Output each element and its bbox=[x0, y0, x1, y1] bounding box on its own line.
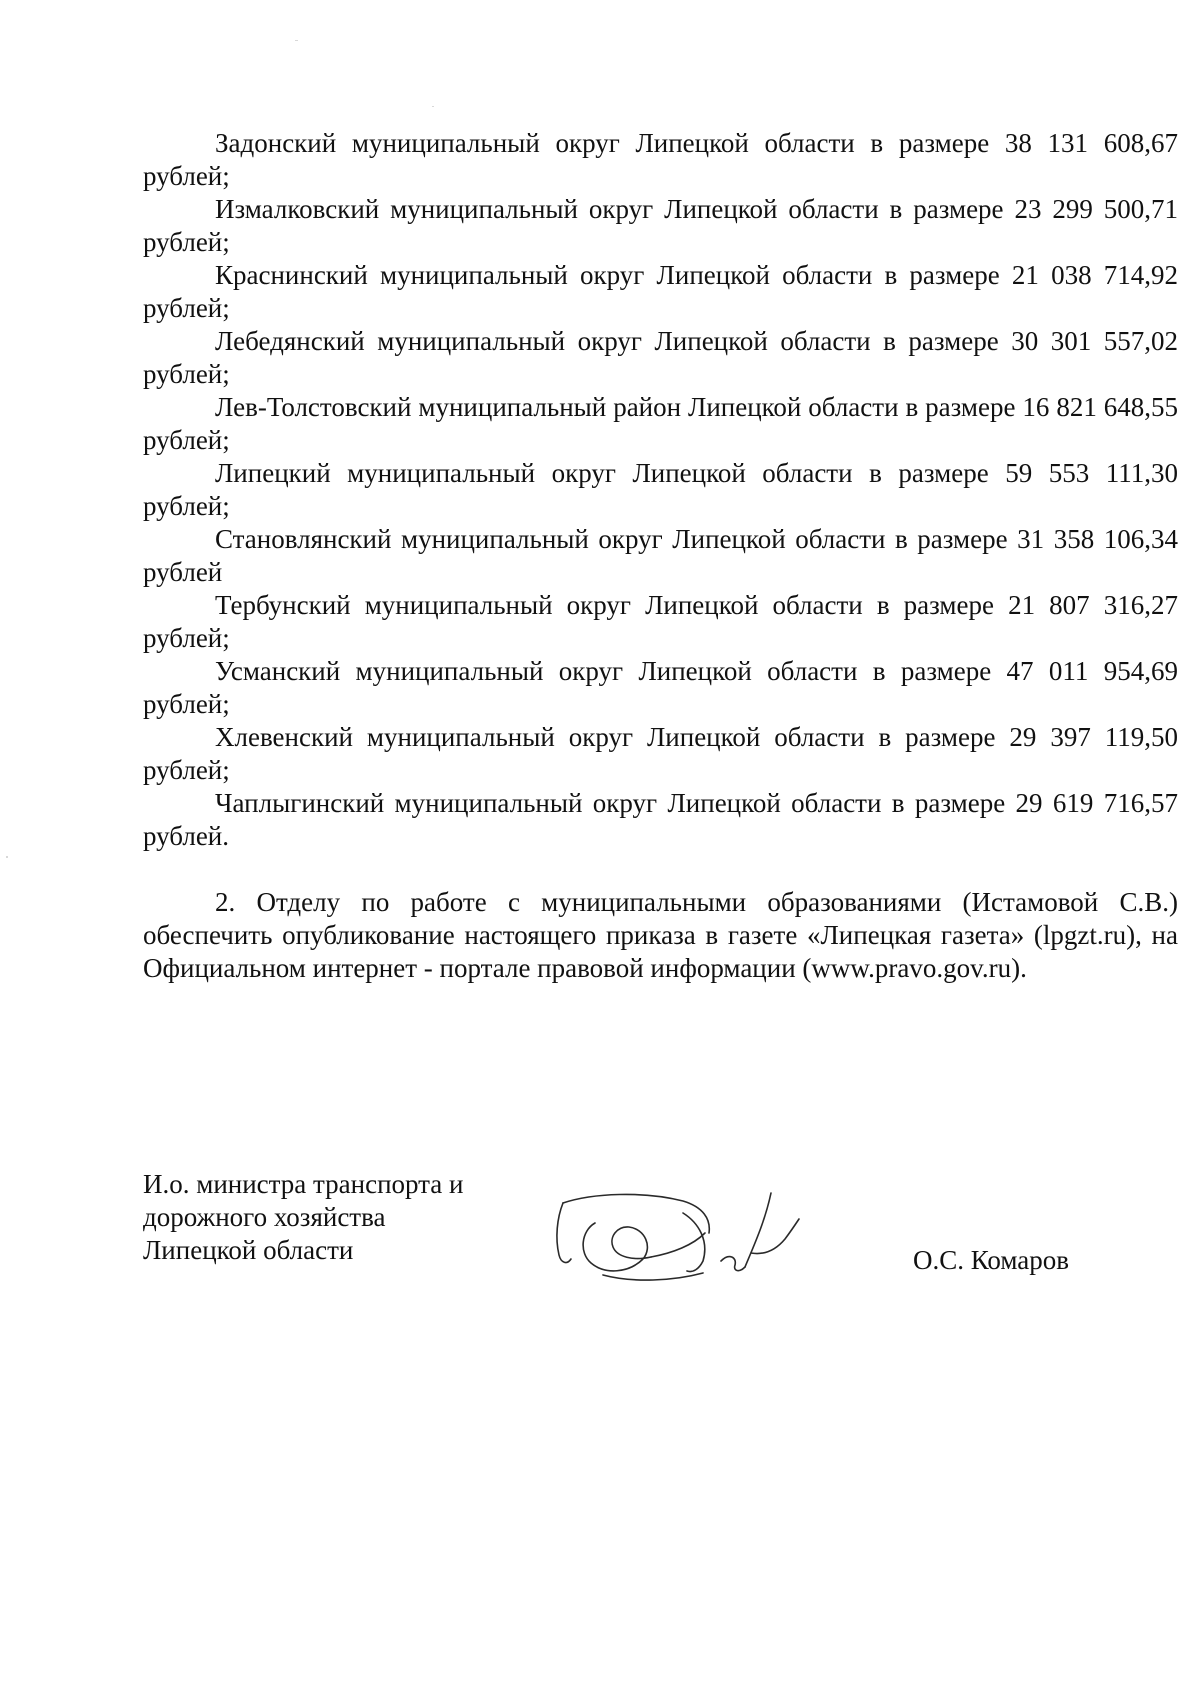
allocation-item: Лев-Толстовский муниципальный район Липецкой области в размере 16 821 648,55 рублей; bbox=[143, 392, 1178, 455]
scan-artifact bbox=[6, 856, 8, 858]
allocation-item: Тербунский муниципальный округ Липецкой области в размере 21 807 316,27 рублей; bbox=[143, 590, 1178, 653]
signer-name: О.С. Комаров bbox=[913, 1245, 1070, 1275]
allocation-item: Задонский муниципальный округ Липецкой области в размере 38 131 608,67 рублей; bbox=[143, 128, 1178, 191]
allocation-item: Чаплыгинский муниципальный округ Липецкой области в размере 29 619 716,57 рублей. bbox=[143, 788, 1178, 851]
handwritten-signature bbox=[533, 1183, 803, 1293]
allocation-item: Хлевенский муниципальный округ Липецкой области в размере 29 397 119,50 рублей; bbox=[143, 722, 1178, 785]
document-body bbox=[143, 127, 1178, 985]
signature-block bbox=[143, 1168, 1178, 1308]
allocation-item: Усманский муниципальный округ Липецкой области в размере 47 011 954,69 рублей; bbox=[143, 656, 1178, 719]
signer-position-line: И.о. министра транспорта и bbox=[143, 1169, 464, 1199]
allocation-item: Лебедянский муниципальный округ Липецкой области в размере 30 301 557,02 рублей; bbox=[143, 326, 1178, 389]
signer-position-line: Липецкой области bbox=[143, 1235, 354, 1265]
signer-position-line: дорожного хозяйства bbox=[143, 1202, 386, 1232]
allocation-list bbox=[143, 127, 1178, 853]
allocation-item: Липецкий муниципальный округ Липецкой области в размере 59 553 111,30 рублей; bbox=[143, 458, 1178, 521]
allocation-item: Измалковский муниципальный округ Липецкой области в размере 23 299 500,71 рублей; bbox=[143, 194, 1178, 257]
signer-position bbox=[143, 1168, 563, 1267]
allocation-item: Краснинский муниципальный округ Липецкой области в размере 21 038 714,92 рублей; bbox=[143, 260, 1178, 323]
allocation-item: Становлянский муниципальный округ Липецкой области в размере 31 358 106,34 рублей bbox=[143, 524, 1178, 587]
scan-artifact bbox=[432, 106, 434, 107]
publication-paragraph: 2. Отделу по работе с муниципальными образованиями (Истамовой С.В.) обеспечить опубликование настоящего приказа в газете «Липецкая газета» (lpgzt.ru), на Официальном интернет - портале правовой информации (www.pravo.gov.ru). bbox=[143, 887, 1178, 983]
scan-artifact bbox=[295, 40, 298, 41]
